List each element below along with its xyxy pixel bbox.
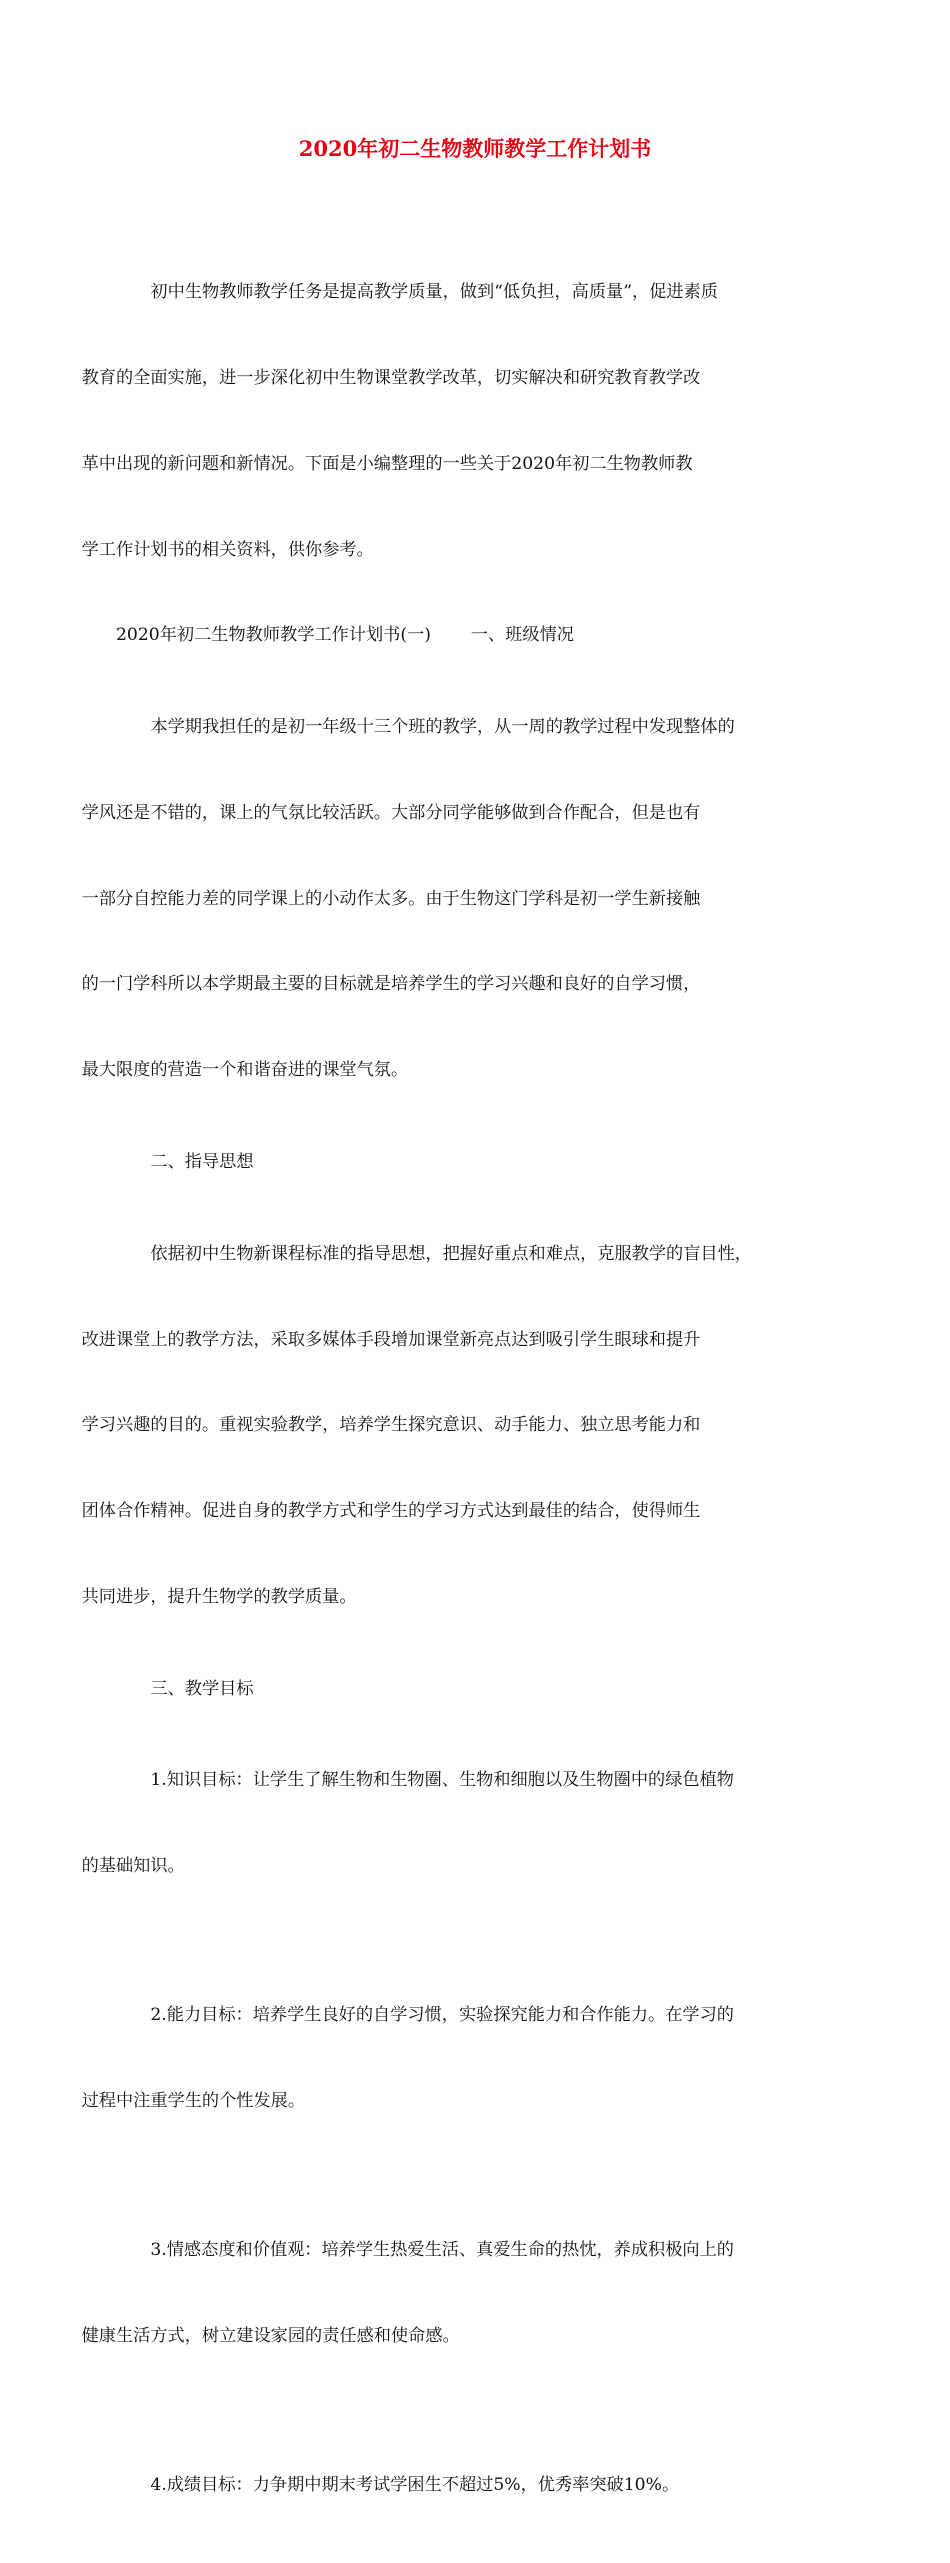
class-situation-line: 学风还是不错的，课上的气氛比较活跃。大部分同学能够做到合作配合，但是也有 xyxy=(81,802,701,823)
section-line: 2020年初二生物教师教学工作计划书(一) 一、班级情况 xyxy=(116,625,574,646)
goal-knowledge xyxy=(81,1709,816,1938)
goal-attitude xyxy=(81,2179,816,2408)
class-situation-line: 的一门学科所以本学期最主要的目标就是培养学生的学习兴趣和良好的自学习惯， xyxy=(81,974,701,995)
guiding-paragraph xyxy=(81,1183,816,1669)
goal-ability xyxy=(81,1944,816,2173)
intro-line: 革中出现的新问题和新情况。下面是小编整理的一些关于2020年初二生物教师教 xyxy=(81,453,693,474)
guiding-line: 改进课堂上的教学方法，采取多媒体手段增加课堂新亮点达到吸引学生眼球和提升 xyxy=(81,1329,701,1350)
document-title: 2020年初二生物教师教学工作计划书 xyxy=(298,136,652,161)
guiding-line: 学习兴趣的目的。重视实验教学，培养学生探究意识、动手能力、独立思考能力和 xyxy=(81,1415,701,1436)
goal-line: 3.情感态度和价值观：培养学生热爱生活、真爱生命的热忱，养成积极向上的 xyxy=(150,2239,734,2260)
class-situation-line: 一部分自控能力差的同学课上的小动作太多。由于生物这门学科是初一学生新接触 xyxy=(81,888,701,909)
document-body xyxy=(81,221,816,2563)
heading-teaching-goals: 三、教学目标 xyxy=(150,1678,254,1699)
class-situation-line: 本学期我担任的是初一年级十三个班的教学，从一周的教学过程中发现整体的 xyxy=(150,717,735,738)
goal-line: 1.知识目标：让学生了解生物和生物圈、生物和细胞以及生物圈中的绿色植物 xyxy=(150,1770,734,1791)
guiding-line: 依据初中生物新课程标准的指导思想，把握好重点和难点，克服教学的盲目性， xyxy=(150,1243,752,1264)
class-situation-line: 最大限度的营造一个和谐奋进的课堂气氛。 xyxy=(81,1060,409,1081)
goal-line: 健康生活方式，树立建设家园的责任感和使命感。 xyxy=(81,2325,460,2346)
intro-line: 学工作计划书的相关资料，供你参考。 xyxy=(81,539,374,560)
guiding-line: 团体合作精神。促进自身的教学方式和学生的学习方式达到最佳的结合，使得师生 xyxy=(81,1501,701,1522)
intro-line: 初中生物教师教学任务是提高教学质量，做到“低负担，高质量”，促进素质 xyxy=(150,282,718,303)
goal-line: 4.成绩目标：力争期中期末考试学困生不超过5%，优秀率突破10%。 xyxy=(150,2474,680,2495)
goal-line: 的基础知识。 xyxy=(81,1856,185,1877)
heading-guiding-ideas: 二、指导思想 xyxy=(150,1152,254,1172)
intro-line: 教育的全面实施，进一步深化初中生物课堂教学改革，切实解决和研究教育教学改 xyxy=(81,367,701,388)
goal-line: 2.能力目标：培养学生良好的自学习惯，实验探究能力和合作能力。在学习的 xyxy=(150,2005,734,2026)
goal-line: 过程中注重学生的个性发展。 xyxy=(81,2091,306,2111)
guiding-line: 共同进步，提升生物学的教学质量。 xyxy=(81,1586,357,1607)
intro-paragraph xyxy=(81,221,816,621)
class-situation-paragraph xyxy=(81,656,816,1142)
goal-score xyxy=(116,2414,816,2557)
